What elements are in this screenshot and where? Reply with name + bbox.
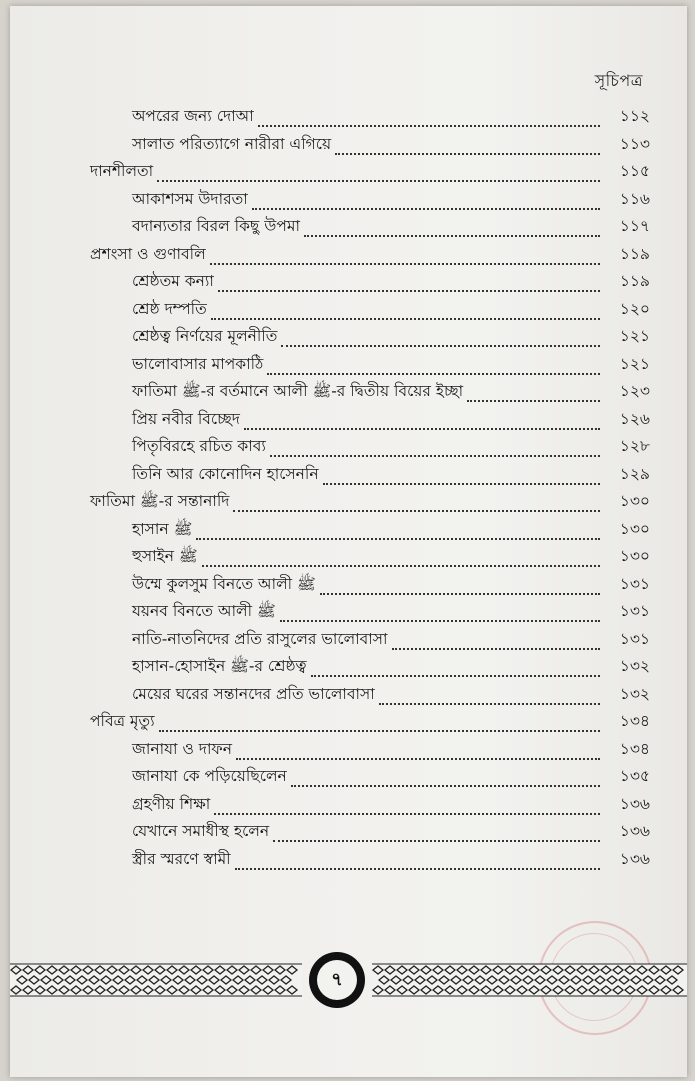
toc-entry [132, 381, 650, 407]
toc-entry-page: ১৩০ [619, 547, 650, 565]
toc-entry-title: হাসান ﷺ [132, 519, 193, 538]
dot-leader [281, 344, 600, 347]
toc-entry-page: ১২১ [619, 327, 650, 345]
toc-entry-title: যেখানে সমাধীস্থ হলেন [132, 822, 270, 840]
toc-entry-page: ১৩৬ [619, 794, 650, 813]
toc-entry-page: ১২৩ [619, 382, 650, 400]
toc-entry-title: পবিত্র মৃত্যু [90, 712, 155, 730]
toc-entry [90, 244, 650, 270]
toc-entry-title: গ্রহণীয় শিক্ষা [132, 794, 211, 813]
dot-leader [157, 179, 600, 182]
toc-entry [132, 409, 650, 435]
toc-entry [132, 629, 650, 655]
dot-leader [196, 537, 600, 540]
dot-leader [202, 564, 600, 567]
toc-entry-title: নাতি-নাতনিদের প্রতি রাসুলের ভালোবাসা [132, 629, 388, 648]
toc-entry-title: ভালোবাসার মাপকাঠি [132, 354, 264, 373]
toc-entry-title: প্রশংসা ও গুণাবলি [90, 244, 206, 263]
toc-entry-title: বদান্যতার বিরল কিছু উপমা [132, 217, 300, 235]
dot-leader [210, 262, 600, 265]
dot-leader [304, 234, 600, 237]
toc-entry-title: পিতৃবিরহে রচিত কাব্য [132, 437, 266, 455]
toc-entry-page: ১২১ [619, 354, 650, 373]
dot-leader [270, 454, 600, 457]
toc-entry-title: ফাতিমা ﷺ-র বর্তমানে আলী ﷺ-র দ্বিতীয় বিয়ের ইচ্ছা [132, 382, 464, 400]
page-header: সূচিপত্র [594, 71, 643, 90]
toc-entry [132, 464, 650, 490]
toc-entry-title: তিনি আর কোনোদিন হাসেননি [132, 464, 319, 483]
toc-entry [132, 656, 650, 682]
toc-entry-title: হাসান-হোসাইন ﷺ-র শ্রেষ্ঠত্ব [132, 657, 307, 675]
dot-leader [235, 867, 600, 870]
toc-entry-title: স্ত্রীর স্মরণে স্বামী [132, 849, 231, 868]
toc-entry [132, 519, 650, 545]
toc-entry-page: ১২৬ [619, 409, 650, 428]
toc-entry-page: ১১৩ [619, 134, 650, 153]
dot-leader [233, 509, 600, 512]
toc-entry [132, 794, 650, 820]
toc-entry-page: ১৩০ [619, 492, 650, 510]
toc-entry-title: সালাত পরিত্যাগে নারীরা এগিয়ে [132, 134, 332, 153]
page-number-badge [309, 952, 365, 1008]
book-page [10, 6, 687, 1077]
dot-leader [379, 702, 600, 705]
toc-entry [132, 326, 650, 352]
toc-entry-page: ১৩০ [619, 519, 650, 538]
dot-leader [280, 619, 600, 622]
dot-leader [320, 592, 600, 595]
toc-entry-page: ১৩১ [619, 574, 650, 593]
toc-entry [132, 766, 650, 792]
toc-entry-page: ১১৯ [619, 244, 650, 263]
toc-entry [132, 106, 650, 132]
toc-entry-title: আকাশসম উদারতা [132, 189, 248, 208]
dot-leader [335, 152, 600, 155]
toc-entry-title: শ্রেষ্ঠ দম্পতি [132, 299, 207, 318]
dot-leader [214, 812, 600, 815]
toc-entry [132, 684, 650, 710]
toc-entry-title: ফাতিমা ﷺ-র সন্তানাদি [90, 492, 230, 510]
toc-entry [132, 189, 650, 215]
toc-entry [132, 739, 650, 765]
toc-entry [132, 546, 650, 572]
toc-entry [132, 821, 650, 847]
toc-entry-page: ১৩২ [619, 684, 650, 703]
dot-leader [244, 427, 600, 430]
toc-entry [132, 601, 650, 627]
toc-entry [90, 491, 650, 517]
dot-leader [258, 124, 600, 127]
toc-entry-page: ১৩৬ [619, 849, 650, 868]
toc-entry [132, 849, 650, 875]
dot-leader [291, 784, 600, 787]
toc-entry-title: হুসাইন ﷺ [132, 547, 198, 565]
toc-entry-page: ১১৫ [619, 162, 650, 180]
toc-entry-title: দানশীলতা [90, 162, 154, 180]
dot-leader [467, 399, 600, 402]
toc-entry-page: ১৩১ [619, 629, 650, 648]
toc-entry [132, 574, 650, 600]
toc-entry-title: জানাযা কে পড়িয়েছিলেন [132, 767, 287, 785]
toc-entry-page: ১২৯ [619, 464, 650, 483]
toc-entry [132, 299, 650, 325]
dot-leader [211, 317, 600, 320]
dot-leader [218, 289, 600, 292]
toc-entry [132, 216, 650, 242]
toc-entry-page: ১৩২ [619, 657, 650, 675]
toc-entry-page: ১৩৪ [619, 739, 650, 758]
toc-entry-page: ১১৬ [619, 189, 650, 208]
toc-entry-page: ১৩৫ [619, 767, 650, 785]
toc-entry-title: প্রিয় নবীর বিচ্ছেদ [132, 409, 240, 428]
toc-entry [132, 134, 650, 160]
dot-leader [311, 674, 600, 677]
toc-entry-title: উম্মে কুলসুম বিনতে আলী ﷺ [132, 574, 316, 593]
toc-entry-page: ১২৮ [619, 437, 650, 455]
dot-leader [392, 647, 600, 650]
toc-entry-title: মেয়ের ঘরের সন্তানদের প্রতি ভালোবাসা [132, 684, 375, 703]
toc-entry [90, 161, 650, 187]
toc-entry-title: শ্রেষ্ঠতম কন্যা [132, 272, 214, 290]
toc-entry-page: ১৩১ [619, 602, 650, 620]
dot-leader [267, 372, 600, 375]
dot-leader [159, 729, 600, 732]
toc-entry-page: ১৩৪ [619, 712, 650, 730]
dot-leader [273, 839, 600, 842]
toc-entry-page: ১২০ [619, 299, 650, 318]
toc-entry-title: অপরের জন্য দোআ [132, 107, 254, 125]
toc-entry-title: শ্রেষ্ঠত্ব নির্ণয়ের মূলনীতি [132, 327, 278, 345]
dot-leader [323, 482, 600, 485]
dot-leader [236, 757, 600, 760]
dot-leader [252, 207, 600, 210]
toc-entry [132, 354, 650, 380]
toc-entry-title: জানাযা ও দাফন [132, 739, 233, 758]
toc-entry-page: ১১২ [619, 107, 650, 125]
toc-entry [132, 436, 650, 462]
toc-entry-page: ১১৭ [619, 217, 650, 235]
page-number: ৭ [317, 960, 357, 1000]
toc-entry-page: ১৩৬ [619, 822, 650, 840]
toc-entry [132, 271, 650, 297]
toc-entry-title: যয়নব বিনতে আলী ﷺ [132, 602, 276, 620]
toc-entry-page: ১১৯ [619, 272, 650, 290]
toc-entry [90, 711, 650, 737]
